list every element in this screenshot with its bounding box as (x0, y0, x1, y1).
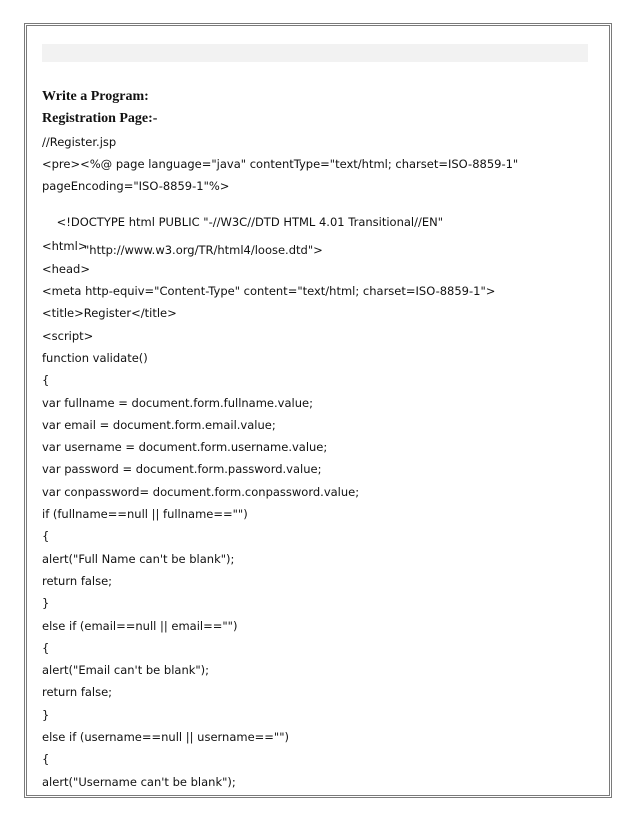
code-line: <meta http-equiv="Content-Type" content="text/html; charset=ISO-8859-1"> (42, 284, 496, 299)
code-line: { (42, 752, 50, 767)
code-line: if (fullname==null || fullname=="") (42, 507, 248, 522)
code-line: { (42, 373, 50, 388)
code-line: pageEncoding="ISO-8859-1"%> (42, 179, 230, 194)
code-line: alert("Email can't be blank"); (42, 663, 210, 678)
code-line: var password = document.form.password.value; (42, 462, 322, 477)
code-line: var conpassword= document.form.conpassword.value; (42, 484, 360, 499)
document-body (42, 86, 602, 793)
code-line: <pre><%@ page language="java" contentType="text/html; charset=ISO-8859-1" (42, 156, 519, 171)
code-line: return false; (42, 685, 113, 700)
code-line: var username = document.form.username.value; (42, 440, 328, 455)
header-band (42, 44, 588, 62)
code-line-continuation: "http://www.w3.org/TR/html4/loose.dtd"> (84, 243, 323, 258)
code-line: else if (email==null || email=="") (42, 618, 238, 633)
code-line: <title>Register</title> (42, 306, 177, 321)
section-heading: Registration Page:- (42, 111, 158, 127)
code-line: <head> (42, 261, 90, 276)
code-line: alert("Username can't be blank"); (42, 774, 236, 789)
code-line: <html> (42, 239, 88, 254)
code-line: return false; (42, 573, 113, 588)
code-line: } (42, 707, 50, 722)
code-line: { (42, 640, 50, 655)
code-line: alert("Full Name can't be blank"); (42, 551, 235, 566)
code-line: function validate() (42, 350, 148, 365)
code-line: var email = document.form.email.value; (42, 417, 276, 432)
code-line: <script> (42, 328, 94, 343)
code-line-doctype (42, 197, 602, 258)
code-line: var fullname = document.form.fullname.value; (42, 395, 313, 410)
code-line: //Register.jsp (42, 134, 117, 149)
code-line: { (42, 529, 50, 544)
code-line: else if (username==null || username=="") (42, 730, 290, 745)
code-line: } (42, 596, 50, 611)
code-line: <!DOCTYPE html PUBLIC "-//W3C//DTD HTML 4.01 Transitional//EN" (56, 215, 444, 230)
document-title: Write a Program: (42, 89, 149, 104)
